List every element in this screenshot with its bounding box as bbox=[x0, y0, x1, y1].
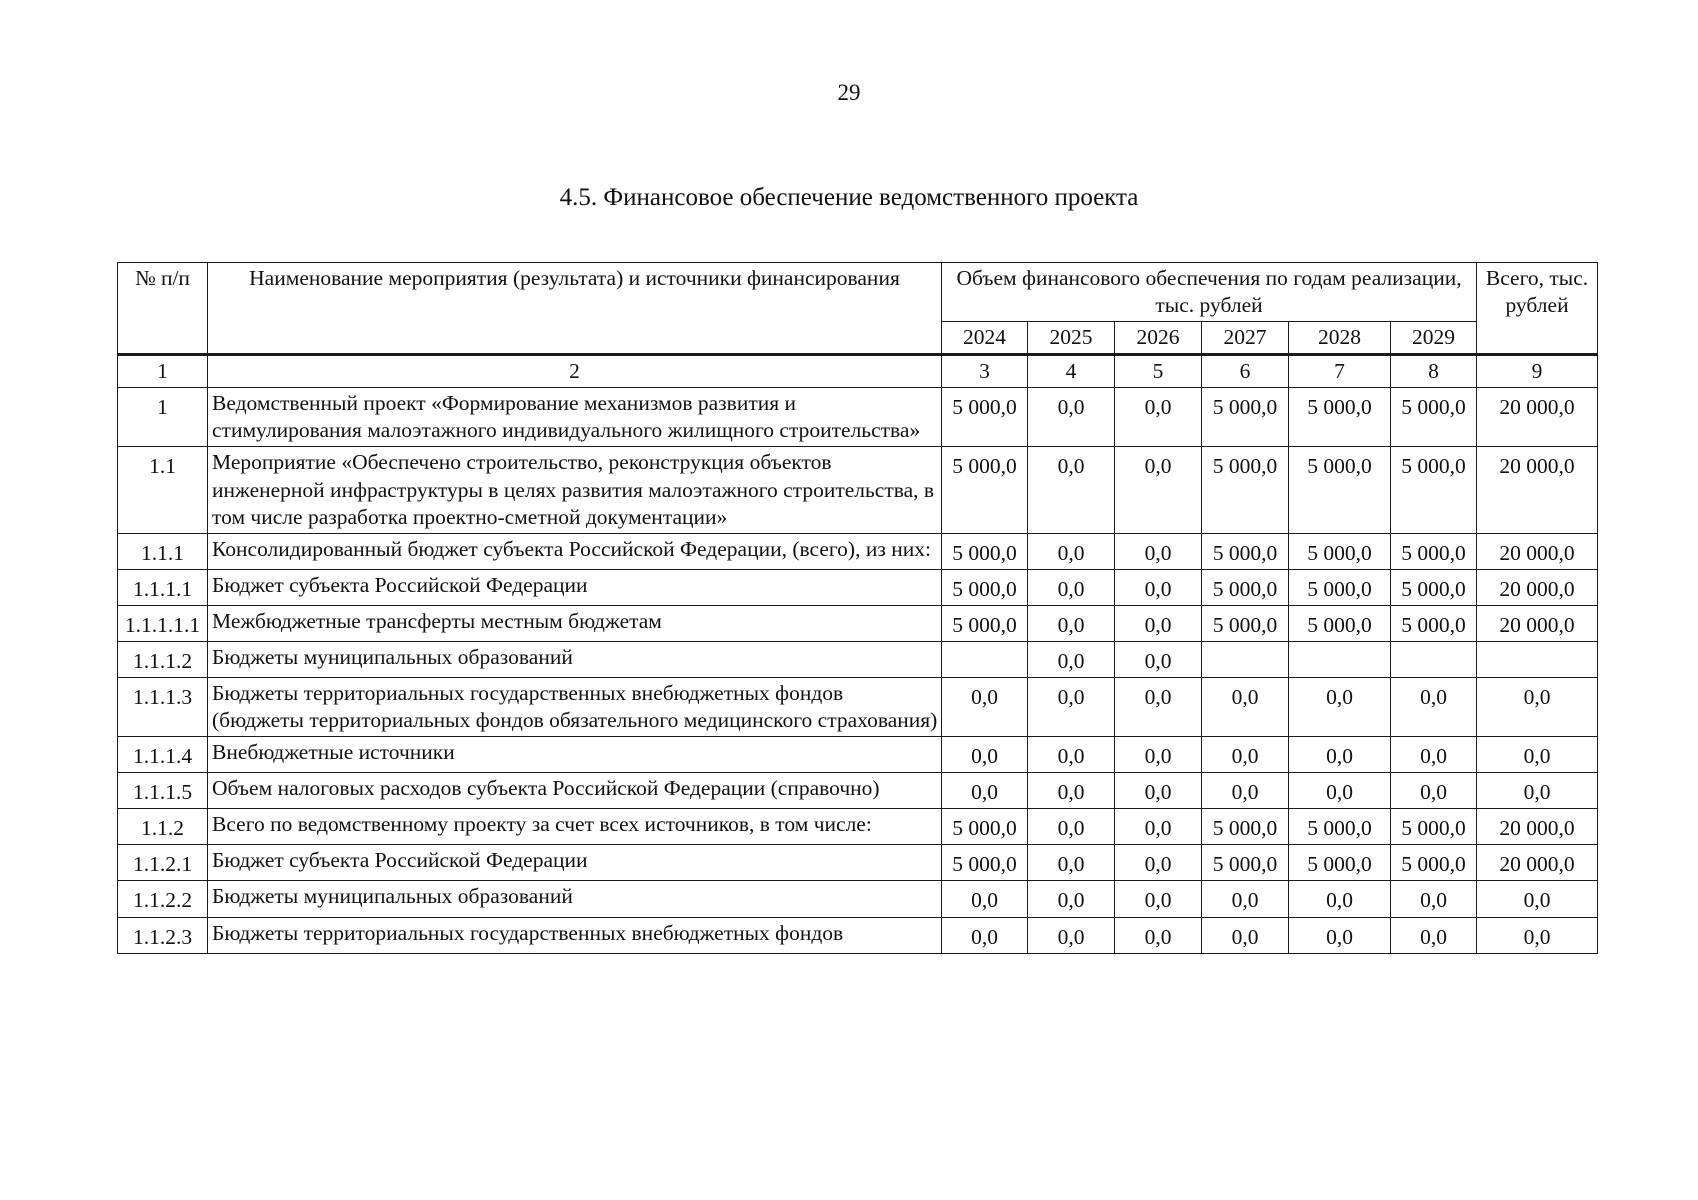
row-value-2028: 5 000,0 bbox=[1289, 845, 1391, 881]
row-value-2026: 0,0 bbox=[1115, 388, 1202, 447]
row-code: 1.1.2.3 bbox=[118, 917, 208, 953]
row-value-2024: 0,0 bbox=[942, 678, 1028, 737]
row-name: Бюджет субъекта Российской Федерации bbox=[208, 845, 942, 881]
row-code: 1.1.1.4 bbox=[118, 737, 208, 773]
row-value-2024 bbox=[942, 641, 1028, 677]
row-code: 1.1.1.3 bbox=[118, 678, 208, 737]
table-row bbox=[118, 569, 1598, 605]
row-total bbox=[1477, 641, 1598, 677]
row-value-2026: 0,0 bbox=[1115, 605, 1202, 641]
row-name: Объем налоговых расходов субъекта Российской Федерации (справочно) bbox=[208, 773, 942, 809]
row-code: 1.1.2 bbox=[118, 809, 208, 845]
row-total: 20 000,0 bbox=[1477, 388, 1598, 447]
row-value-2026: 0,0 bbox=[1115, 881, 1202, 917]
row-value-2026: 0,0 bbox=[1115, 569, 1202, 605]
row-value-2026: 0,0 bbox=[1115, 737, 1202, 773]
row-total: 0,0 bbox=[1477, 737, 1598, 773]
row-value-2025: 0,0 bbox=[1028, 737, 1115, 773]
row-name: Бюджеты муниципальных образований bbox=[208, 881, 942, 917]
column-number: 2 bbox=[208, 355, 942, 388]
row-value-2029: 0,0 bbox=[1391, 881, 1477, 917]
header-num: № п/п bbox=[118, 263, 208, 355]
table-row bbox=[118, 605, 1598, 641]
row-value-2025: 0,0 bbox=[1028, 447, 1115, 533]
table-row bbox=[118, 447, 1598, 533]
row-value-2025: 0,0 bbox=[1028, 388, 1115, 447]
row-name: Бюджеты муниципальных образований bbox=[208, 641, 942, 677]
column-number: 1 bbox=[118, 355, 208, 388]
table-row bbox=[118, 737, 1598, 773]
row-name: Консолидированный бюджет субъекта Российской Федерации, (всего), из них: bbox=[208, 533, 942, 569]
row-total: 20 000,0 bbox=[1477, 447, 1598, 533]
row-value-2028: 5 000,0 bbox=[1289, 388, 1391, 447]
row-name: Ведомственный проект «Формирование механизмов развития и стимулирования малоэтажного индивидуального жилищного строительства» bbox=[208, 388, 942, 447]
row-name: Бюджет субъекта Российской Федерации bbox=[208, 569, 942, 605]
row-value-2026: 0,0 bbox=[1115, 773, 1202, 809]
page-number: 29 bbox=[837, 80, 861, 105]
row-value-2028 bbox=[1289, 641, 1391, 677]
row-value-2029: 0,0 bbox=[1391, 678, 1477, 737]
financing-table bbox=[117, 262, 1598, 954]
column-number: 6 bbox=[1202, 355, 1289, 388]
row-value-2028: 5 000,0 bbox=[1289, 605, 1391, 641]
row-value-2024: 5 000,0 bbox=[942, 447, 1028, 533]
row-value-2024: 5 000,0 bbox=[942, 809, 1028, 845]
row-value-2025: 0,0 bbox=[1028, 569, 1115, 605]
row-total: 0,0 bbox=[1477, 678, 1598, 737]
row-code: 1.1.1 bbox=[118, 533, 208, 569]
row-value-2025: 0,0 bbox=[1028, 678, 1115, 737]
table-row bbox=[118, 917, 1598, 953]
header-volume: Объем финансового обеспечения по годам реализации, тыс. рублей bbox=[942, 263, 1477, 322]
row-value-2028: 0,0 bbox=[1289, 678, 1391, 737]
row-code: 1.1.1.1 bbox=[118, 569, 208, 605]
row-value-2027 bbox=[1202, 641, 1289, 677]
row-value-2029: 5 000,0 bbox=[1391, 569, 1477, 605]
row-value-2027: 0,0 bbox=[1202, 737, 1289, 773]
row-value-2027: 5 000,0 bbox=[1202, 388, 1289, 447]
row-value-2026: 0,0 bbox=[1115, 533, 1202, 569]
table-row bbox=[118, 809, 1598, 845]
row-value-2024: 5 000,0 bbox=[942, 845, 1028, 881]
row-code: 1.1.1.1.1 bbox=[118, 605, 208, 641]
row-value-2029: 0,0 bbox=[1391, 773, 1477, 809]
column-number: 8 bbox=[1391, 355, 1477, 388]
row-value-2028: 5 000,0 bbox=[1289, 533, 1391, 569]
row-total: 20 000,0 bbox=[1477, 569, 1598, 605]
row-value-2028: 0,0 bbox=[1289, 881, 1391, 917]
table-row bbox=[118, 533, 1598, 569]
row-value-2026: 0,0 bbox=[1115, 845, 1202, 881]
row-name: Бюджеты территориальных государственных внебюджетных фондов (бюджеты территориальных фондов обязательного медицинского страхования) bbox=[208, 678, 942, 737]
row-value-2025: 0,0 bbox=[1028, 881, 1115, 917]
column-number: 9 bbox=[1477, 355, 1598, 388]
column-number: 5 bbox=[1115, 355, 1202, 388]
row-value-2029: 5 000,0 bbox=[1391, 447, 1477, 533]
row-value-2026: 0,0 bbox=[1115, 641, 1202, 677]
row-value-2027: 5 000,0 bbox=[1202, 533, 1289, 569]
row-value-2029 bbox=[1391, 641, 1477, 677]
row-name: Мероприятие «Обеспечено строительство, реконструкция объектов инженерной инфраструктуры в целях развития малоэтажного строительства, в том числе разработка проектно-сметной документации» bbox=[208, 447, 942, 533]
column-number: 7 bbox=[1289, 355, 1391, 388]
row-value-2029: 5 000,0 bbox=[1391, 533, 1477, 569]
row-total: 0,0 bbox=[1477, 773, 1598, 809]
row-value-2025: 0,0 bbox=[1028, 917, 1115, 953]
column-number: 4 bbox=[1028, 355, 1115, 388]
row-value-2029: 5 000,0 bbox=[1391, 388, 1477, 447]
row-value-2027: 0,0 bbox=[1202, 773, 1289, 809]
row-total: 20 000,0 bbox=[1477, 533, 1598, 569]
row-value-2024: 0,0 bbox=[942, 737, 1028, 773]
row-code: 1 bbox=[118, 388, 208, 447]
column-number: 3 bbox=[942, 355, 1028, 388]
row-value-2026: 0,0 bbox=[1115, 678, 1202, 737]
header-year: 2025 bbox=[1028, 322, 1115, 355]
row-value-2025: 0,0 bbox=[1028, 845, 1115, 881]
row-value-2027: 0,0 bbox=[1202, 917, 1289, 953]
header-total: Всего, тыс. рублей bbox=[1477, 263, 1598, 355]
row-total: 20 000,0 bbox=[1477, 845, 1598, 881]
header-year: 2028 bbox=[1289, 322, 1391, 355]
row-value-2028: 0,0 bbox=[1289, 773, 1391, 809]
row-value-2024: 0,0 bbox=[942, 917, 1028, 953]
row-value-2025: 0,0 bbox=[1028, 809, 1115, 845]
section-title: 4.5. Финансовое обеспечение ведомственного проекта bbox=[559, 184, 1139, 211]
row-code: 1.1.2.2 bbox=[118, 881, 208, 917]
row-value-2027: 0,0 bbox=[1202, 678, 1289, 737]
header-year: 2027 bbox=[1202, 322, 1289, 355]
table-row bbox=[118, 678, 1598, 737]
header-name: Наименование мероприятия (результата) и источники финансирования bbox=[208, 263, 942, 355]
row-value-2029: 0,0 bbox=[1391, 737, 1477, 773]
row-name: Внебюджетные источники bbox=[208, 737, 942, 773]
row-value-2027: 5 000,0 bbox=[1202, 809, 1289, 845]
row-value-2028: 0,0 bbox=[1289, 917, 1391, 953]
row-name: Бюджеты территориальных государственных внебюджетных фондов bbox=[208, 917, 942, 953]
row-value-2024: 5 000,0 bbox=[942, 388, 1028, 447]
row-value-2024: 0,0 bbox=[942, 881, 1028, 917]
row-value-2025: 0,0 bbox=[1028, 641, 1115, 677]
header-year: 2024 bbox=[942, 322, 1028, 355]
row-code: 1.1 bbox=[118, 447, 208, 533]
row-value-2024: 5 000,0 bbox=[942, 569, 1028, 605]
row-code: 1.1.1.5 bbox=[118, 773, 208, 809]
row-value-2029: 5 000,0 bbox=[1391, 605, 1477, 641]
row-value-2027: 5 000,0 bbox=[1202, 845, 1289, 881]
header-row bbox=[118, 263, 1598, 322]
row-value-2026: 0,0 bbox=[1115, 917, 1202, 953]
table-row bbox=[118, 773, 1598, 809]
row-name: Межбюджетные трансферты местным бюджетам bbox=[208, 605, 942, 641]
row-value-2025: 0,0 bbox=[1028, 605, 1115, 641]
row-value-2024: 5 000,0 bbox=[942, 605, 1028, 641]
row-total: 20 000,0 bbox=[1477, 809, 1598, 845]
row-value-2027: 5 000,0 bbox=[1202, 569, 1289, 605]
row-value-2026: 0,0 bbox=[1115, 447, 1202, 533]
header-year: 2029 bbox=[1391, 322, 1477, 355]
row-value-2028: 5 000,0 bbox=[1289, 447, 1391, 533]
column-number-row bbox=[118, 355, 1598, 388]
row-value-2025: 0,0 bbox=[1028, 773, 1115, 809]
row-value-2026: 0,0 bbox=[1115, 809, 1202, 845]
row-total: 20 000,0 bbox=[1477, 605, 1598, 641]
row-code: 1.1.1.2 bbox=[118, 641, 208, 677]
table-row bbox=[118, 845, 1598, 881]
table-row bbox=[118, 641, 1598, 677]
row-value-2028: 5 000,0 bbox=[1289, 569, 1391, 605]
table-row bbox=[118, 881, 1598, 917]
header-year: 2026 bbox=[1115, 322, 1202, 355]
row-code: 1.1.2.1 bbox=[118, 845, 208, 881]
row-value-2027: 5 000,0 bbox=[1202, 447, 1289, 533]
table-row bbox=[118, 388, 1598, 447]
row-value-2024: 5 000,0 bbox=[942, 533, 1028, 569]
row-value-2029: 5 000,0 bbox=[1391, 809, 1477, 845]
row-value-2027: 5 000,0 bbox=[1202, 605, 1289, 641]
row-value-2024: 0,0 bbox=[942, 773, 1028, 809]
row-name: Всего по ведомственному проекту за счет всех источников, в том числе: bbox=[208, 809, 942, 845]
row-value-2025: 0,0 bbox=[1028, 533, 1115, 569]
row-total: 0,0 bbox=[1477, 881, 1598, 917]
row-value-2028: 5 000,0 bbox=[1289, 809, 1391, 845]
row-value-2028: 0,0 bbox=[1289, 737, 1391, 773]
row-value-2027: 0,0 bbox=[1202, 881, 1289, 917]
row-value-2029: 0,0 bbox=[1391, 917, 1477, 953]
row-total: 0,0 bbox=[1477, 917, 1598, 953]
row-value-2029: 5 000,0 bbox=[1391, 845, 1477, 881]
